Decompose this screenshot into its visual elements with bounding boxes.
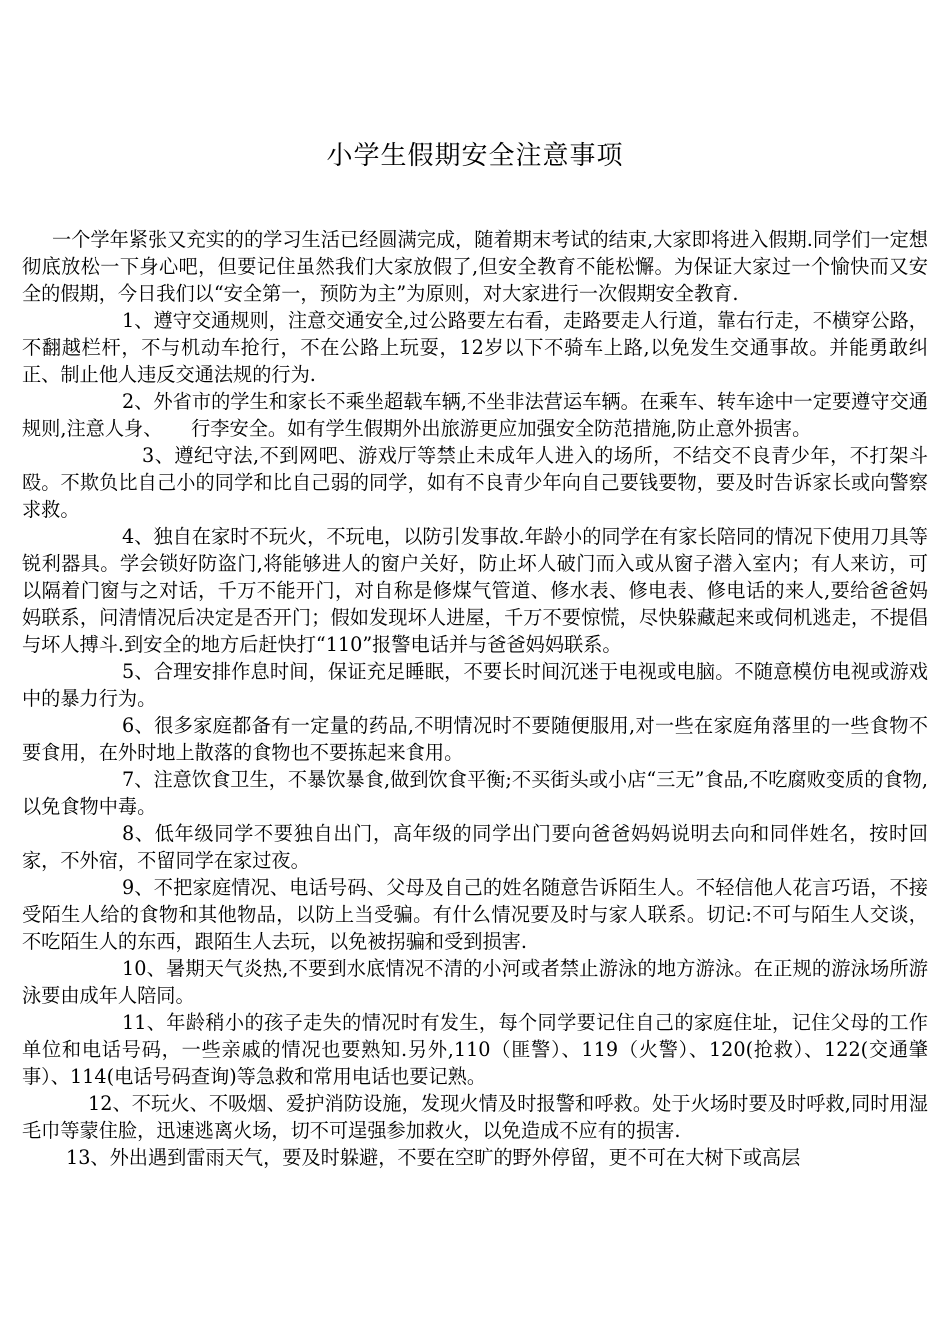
safety-item-11: 11、年龄稍小的孩子走失的情况时有发生，每个同学要记住自己的家庭住址，记住父母的工作单位和电话号码，一些亲戚的情况也要熟知.另外,110（匪警）、119（火警）、120(抢救）、122(交通肇事）、114(电话号码查询)等急救和常用电话也要记熟。 (22, 1011, 928, 1088)
safety-item-5: 5、合理安排作息时间，保证充足睡眠，不要长时间沉迷于电视或电脑。不随意模仿电视或游戏中的暴力行为。 (22, 660, 928, 710)
document-title: 小学生假期安全注意事项 (326, 141, 624, 171)
safety-item-10: 10、暑期天气炎热,不要到水底情况不清的小河或者禁止游泳的地方游泳。在正规的游泳场所游泳要由成年人陪同。 (22, 957, 928, 1007)
safety-item-8: 8、低年级同学不要独自出门，高年级的同学出门要向爸爸妈妈说明去向和同伴姓名，按时回家，不外宿，不留同学在家过夜。 (22, 822, 928, 872)
safety-item-4: 4、独自在家时不玩火，不玩电，以防引发事故.年龄小的同学在有家长陪同的情况下使用刀具等锐利器具。学会锁好防盗门,将能够进人的窗户关好，防止坏人破门而入或从窗子潜入室内；有人来访，可以隔着门窗与之对话，千万不能开门，对自称是修煤气管道、修水表、修电表、修电话的来人,要给爸爸妈妈联系，问清情况后决定是否开门；假如发现坏人进屋，千万不要惊慌，尽快躲藏起来或伺机逃走，不提倡与坏人搏斗.到安全的地方后赶快打“110”报警电话并与爸爸妈妈联系。 (22, 525, 928, 656)
safety-item-1: 1、遵守交通规则，注意交通安全,过公路要左右看，走路要走人行道，靠右行走，不横穿公路，不翻越栏杆，不与机动车抢行，不在公路上玩耍，12岁以下不骑车上路,以免发生交通事故。并能勇敢纠正、制止他人违反交通法规的行为. (22, 309, 928, 386)
safety-item-2: 2、外省市的学生和家长不乘坐超载车辆,不坐非法营运车辆。在乘车、转车途中一定要遵守交通规则,注意人身、 行李安全。如有学生假期外出旅游更应加强安全防范措施,防止意外损害。 (22, 390, 928, 440)
safety-item-3: 3、遵纪守法,不到网吧、游戏厅等禁止未成年人进入的场所，不结交不良青少年，不打架斗殴。不欺负比自己小的同学和比自己弱的同学，如有不良青少年向自己要钱要物，要及时告诉家长或向警察求救。 (22, 444, 928, 521)
safety-item-9: 9、不把家庭情况、电话号码、父母及自己的姓名随意告诉陌生人。不轻信他人花言巧语，不接受陌生人给的食物和其他物品，以防上当受骗。有什么情况要及时与家人联系。切记:不可与陌生人交谈，不吃陌生人的东西，跟陌生人去玩，以免被拐骗和受到损害. (22, 876, 928, 953)
safety-item-7: 7、注意饮食卫生，不暴饮暴食,做到饮食平衡;不买街头或小店“三无”食品,不吃腐败变质的食物,以免食物中毒。 (22, 768, 928, 818)
document-body (22, 226, 928, 1171)
safety-item-13: 13、外出遇到雷雨天气，要及时躲避，不要在空旷的野外停留，更不可在大树下或高层 (66, 1146, 801, 1169)
safety-item-6: 6、很多家庭都备有一定量的药品,不明情况时不要随便服用,对一些在家庭角落里的一些食物不要食用，在外时地上散落的食物也不要拣起来食用。 (22, 714, 928, 764)
intro-paragraph: 一个学年紧张又充实的的学习生活已经圆满完成，随着期末考试的结束,大家即将进入假期.同学们一定想彻底放松一下身心吧，但要记住虽然我们大家放假了,但安全教育不能松懈。为保证大家过一个愉快而又安全的假期，今日我们以“安全第一，预防为主”为原则，对大家进行一次假期安全教育. (22, 228, 928, 305)
safety-item-12: 12、不玩火、不吸烟、爱护消防设施，发现火情及时报警和呼救。处于火场时要及时呼救,同时用湿毛巾等蒙住脸，迅速逃离火场，切不可逞强参加救火，以免造成不应有的损害. (22, 1092, 928, 1142)
